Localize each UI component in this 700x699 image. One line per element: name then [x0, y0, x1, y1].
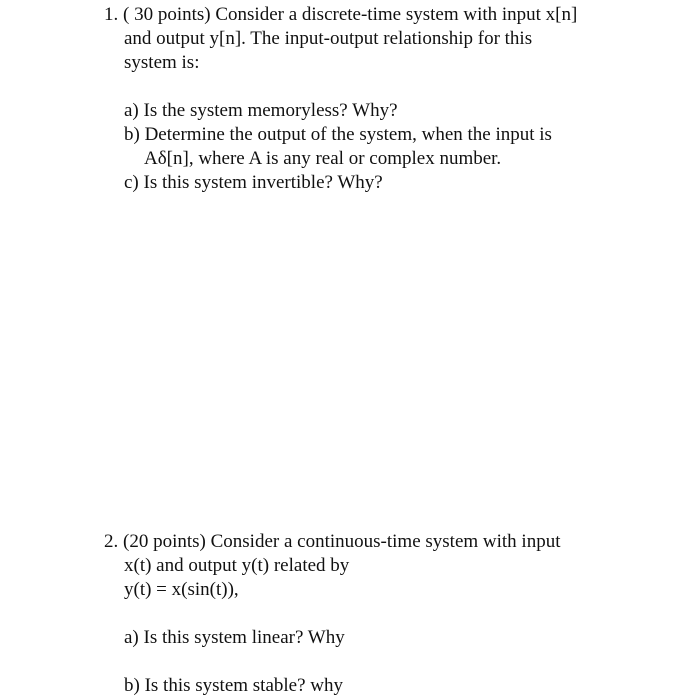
problem-2-intro-line-1: 2. (20 points) Consider a continuous-time system with input: [104, 531, 561, 552]
problem-2-part-b: b) Is this system stable? why: [124, 675, 344, 696]
problem-1-part-b-line-2: Aδ[n], where A is any real or complex number.: [144, 148, 502, 169]
problem-2-equation: y(t) = x(sin(t)),: [124, 579, 239, 600]
problem-1-part-c: c) Is this system invertible? Why?: [124, 172, 383, 193]
problem-2-intro-line-2: x(t) and output y(t) related by: [124, 555, 350, 576]
problem-1-part-a: a) Is the system memoryless? Why?: [124, 100, 398, 121]
problem-1-intro-line-3: system is:: [124, 52, 200, 73]
problem-1-part-b-line-1: b) Determine the output of the system, when the input is: [124, 124, 552, 145]
problem-1-intro-line-1: 1. ( 30 points) Consider a discrete-time system with input x[n]: [104, 4, 578, 25]
problem-1-intro-line-2: and output y[n]. The input-output relationship for this: [124, 28, 533, 49]
problem-2-part-a: a) Is this system linear? Why: [124, 627, 345, 648]
